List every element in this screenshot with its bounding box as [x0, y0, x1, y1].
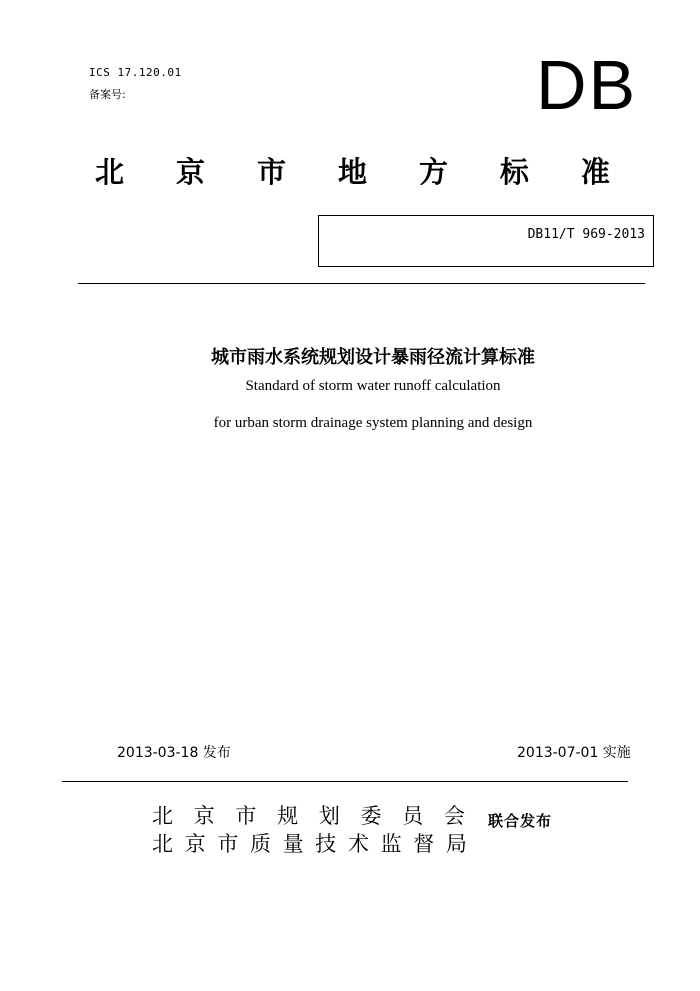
issuer-char: 质: [249, 832, 271, 856]
issuer-char: 北: [152, 832, 173, 856]
db-logo: DB: [536, 46, 638, 124]
issuer-char: 量: [282, 832, 304, 856]
title-char: 京: [175, 155, 205, 189]
issuer-char: 技: [315, 832, 337, 856]
title-char: 地: [337, 155, 367, 189]
english-title-line2: for urban storm drainage system planning and design: [213, 415, 533, 431]
issuer-char: 京: [184, 832, 206, 856]
issuer-char: 市: [217, 832, 239, 856]
issuer-char: 规: [277, 804, 299, 828]
record-number-label: 备案号:: [89, 88, 126, 101]
ics-code: ICS 17.120.01: [89, 66, 182, 79]
issuer-char: 会: [443, 804, 465, 828]
divider-top: [78, 283, 645, 284]
title-char: 方: [418, 155, 448, 189]
implementation-date: 2013-07-01 实施: [517, 745, 631, 761]
title-char: 标: [499, 155, 529, 189]
issuer-char: 督: [413, 832, 435, 856]
standard-code-box: [318, 215, 654, 267]
title-char: 准: [580, 155, 610, 189]
issuer-char: 术: [347, 832, 369, 856]
issuer-char: 局: [445, 832, 467, 856]
standard-type-title: [95, 150, 610, 191]
issuer-char: 北: [152, 804, 173, 828]
divider-bottom: [62, 781, 628, 782]
joint-release-label: 联合发布: [488, 812, 553, 830]
issue-date: 2013-03-18 发布: [117, 745, 231, 761]
issuer-char: 委: [360, 804, 382, 828]
issuer-char: 划: [318, 804, 340, 828]
issuer-char: 京: [193, 804, 215, 828]
issuer-char: 市: [235, 804, 257, 828]
english-title-line1: Standard of storm water runoff calculation: [245, 378, 501, 394]
title-char: 北: [95, 155, 125, 189]
standard-code: DB11/T 969-2013: [527, 227, 645, 242]
title-char: 市: [256, 155, 286, 189]
issuer-char: 监: [380, 832, 402, 856]
chinese-title: 城市雨水系统规划设计暴雨径流计算标准: [211, 347, 535, 368]
issuer-planning-commission: [152, 800, 465, 830]
issuer-quality-bureau: [152, 828, 467, 858]
issuer-char: 员: [402, 804, 424, 828]
